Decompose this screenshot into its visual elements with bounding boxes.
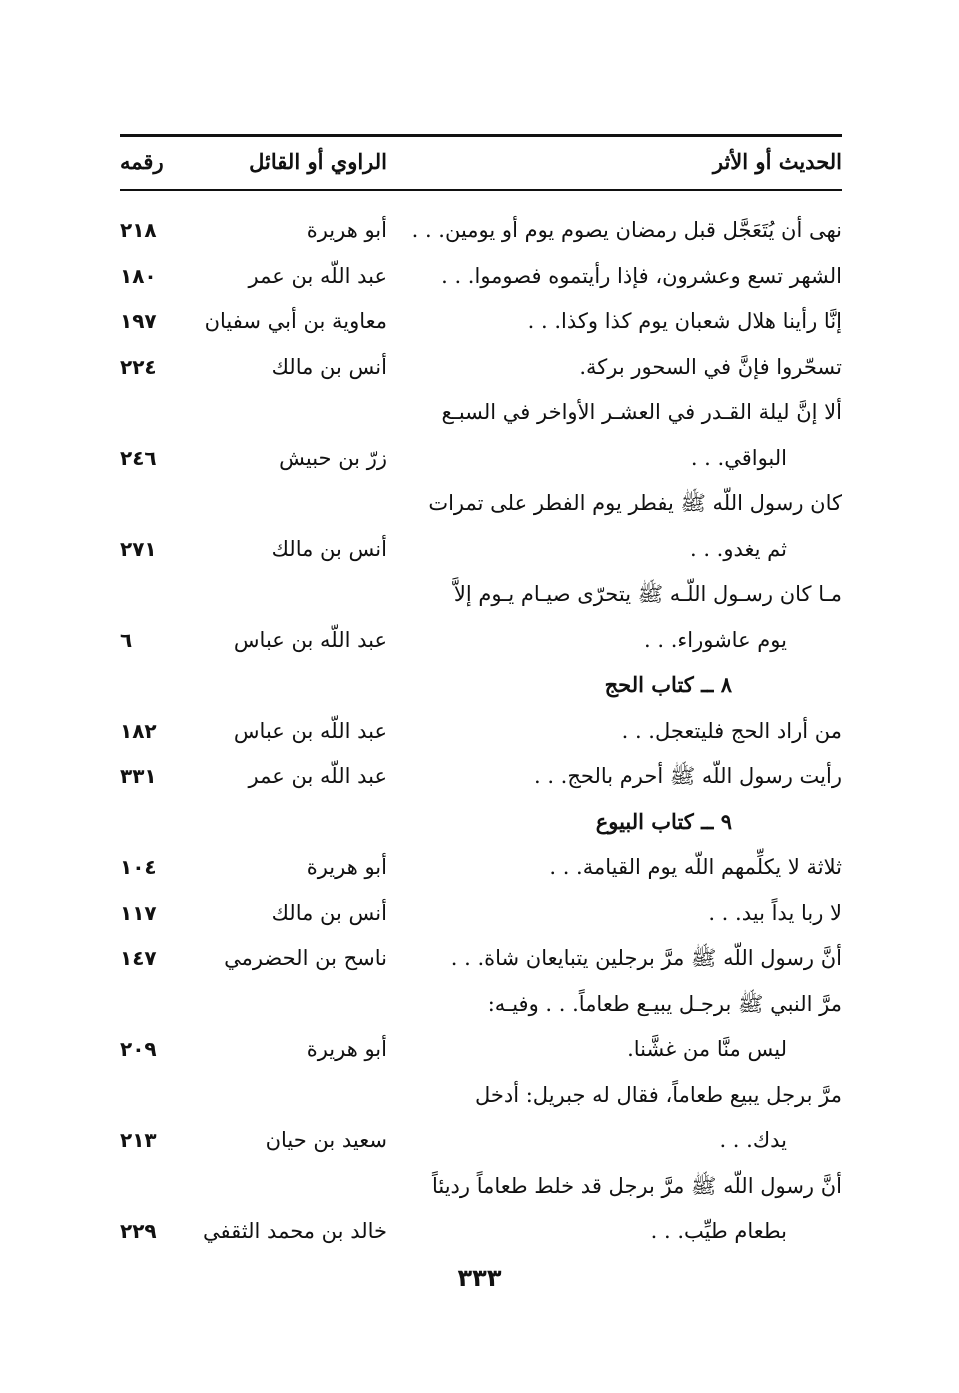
index-row: [120, 391, 842, 433]
hadith-text: لا ربا يداً بيد. . .: [708, 901, 842, 925]
hadith-number: ١٨٢: [120, 719, 157, 743]
hadith-number: ١٨٠: [120, 264, 157, 288]
index-row: [120, 255, 842, 297]
hadith-number: ١١٧: [120, 901, 157, 925]
hadith-text: بطعام طيِّب. . .: [650, 1219, 787, 1243]
hadith-number: ٢١٨: [120, 218, 157, 242]
index-row: [120, 528, 842, 570]
hadith-number: ٢٠٩: [120, 1037, 157, 1061]
hadith-number: ٦: [120, 628, 133, 652]
section-heading: [120, 801, 842, 843]
header-rule: [120, 189, 842, 191]
index-row: [120, 482, 842, 524]
hadith-text: ثم يغدو. . .: [689, 537, 787, 561]
page-number: ٣٣٣: [457, 1264, 502, 1292]
hadith-text: يدك. . .: [719, 1128, 787, 1152]
narrator: عبد اللّه بن عباس: [233, 719, 387, 743]
index-row: [120, 209, 842, 251]
hadith-text: رأيت رسول اللّه ﷺ أحرم بالحج. . .: [533, 764, 842, 788]
hadith-number: ١٩٧: [120, 309, 157, 333]
index-row: [120, 1165, 842, 1207]
narrator: خالد بن محمد الثقفي: [203, 1219, 387, 1243]
narrator: ناسح بن الحضرمي: [224, 946, 387, 970]
hadith-text: مرَّ النبي ﷺ برجـل يبيـع طعاماً. . . وفيـه:: [487, 992, 842, 1016]
hadith-number: ١٤٧: [120, 946, 157, 970]
narrator: أبو هريرة: [306, 855, 387, 879]
narrator: أبو هريرة: [306, 218, 387, 242]
section-heading: [120, 664, 842, 706]
hadith-text: أنَّ رسول اللّه ﷺ مرَّ برجل قد خلط طعاماً رديئاً: [431, 1174, 842, 1198]
header-number-column: رقمه: [120, 149, 164, 174]
top-rule: [120, 134, 842, 137]
hadith-text: نهى أن يُتَعَجَّل قبل رمضان يصوم يوم أو يومين. . .: [411, 218, 842, 242]
index-row: [120, 1119, 842, 1161]
index-row: [120, 1074, 842, 1116]
hadith-number: ٢٧١: [120, 537, 157, 561]
narrator: أنس بن مالك: [271, 537, 387, 561]
section-title: ٨ ــ كتاب الحج: [604, 672, 732, 697]
index-row: [120, 846, 842, 888]
index-row: [120, 1210, 842, 1252]
narrator: زرّ بن حبيش: [279, 446, 387, 470]
narrator: عبد اللّه بن عمر: [248, 764, 387, 788]
hadith-text: الشهر تسع وعشرون، فإذا رأيتموه فصوموا. . .: [441, 264, 842, 288]
hadith-text: ثلاثة لا يكلِّمهم اللّه يوم القيامة. . .: [549, 855, 842, 879]
index-row: [120, 437, 842, 479]
hadith-text: إنَّا رأينا هلال شعبان يوم كذا وكذا. . .: [527, 309, 842, 333]
hadith-text: أنَّ رسول اللّه ﷺ مرَّ برجلين يتبايعان شاة. . .: [450, 946, 842, 970]
hadith-text: مـا كان رسـول اللّـه ﷺ يتحرّى صيـام يـوم إلاَّ: [453, 582, 842, 606]
index-row: [120, 710, 842, 752]
hadith-text: كان رسول اللّه ﷺ يفطر يوم الفطر على تمرات: [428, 491, 842, 515]
hadith-text: تسحّروا فإنَّ في السحور بركة.: [579, 355, 842, 379]
hadith-text: ألا إنَّ ليلة القـدر في العشـر الأواخر في السبـع: [441, 400, 842, 424]
index-row: [120, 1028, 842, 1070]
index-row: [120, 619, 842, 661]
index-row: [120, 892, 842, 934]
hadith-text: البواقي. . .: [690, 446, 787, 470]
header-text-column: الحديث أو الأثر: [712, 149, 842, 174]
hadith-text: مرَّ برجل يبيع طعاماً، فقال له جبريل: أدخل: [474, 1083, 842, 1107]
index-row: [120, 983, 842, 1025]
header-narrator-column: الراوي أو القائل: [249, 149, 387, 174]
hadith-number: ١٠٤: [120, 855, 157, 879]
hadith-number: ٢٢٩: [120, 1219, 157, 1243]
index-row: [120, 755, 842, 797]
hadith-text: من أراد الحج فليتعجل. . .: [621, 719, 842, 743]
index-row: [120, 300, 842, 342]
table-header: [120, 143, 842, 183]
hadith-number: ٢١٣: [120, 1128, 157, 1152]
narrator: معاوية بن أبي سفيان: [204, 309, 387, 333]
hadith-number: ٢٢٤: [120, 355, 157, 379]
narrator: أنس بن مالك: [271, 901, 387, 925]
hadith-text: يوم عاشوراء. . .: [644, 628, 787, 652]
hadith-text: ليس منَّا من غشَّنا.: [627, 1037, 787, 1061]
hadith-number: ٣٣١: [120, 764, 157, 788]
index-row: [120, 346, 842, 388]
narrator: سعيد بن حيان: [265, 1128, 387, 1152]
index-row: [120, 937, 842, 979]
index-row: [120, 573, 842, 615]
section-title: ٩ ــ كتاب البيوع: [595, 809, 732, 834]
narrator: عبد اللّه بن عمر: [248, 264, 387, 288]
narrator: أبو هريرة: [306, 1037, 387, 1061]
hadith-number: ٢٤٦: [120, 446, 157, 470]
narrator: أنس بن مالك: [271, 355, 387, 379]
narrator: عبد اللّه بن عباس: [233, 628, 387, 652]
